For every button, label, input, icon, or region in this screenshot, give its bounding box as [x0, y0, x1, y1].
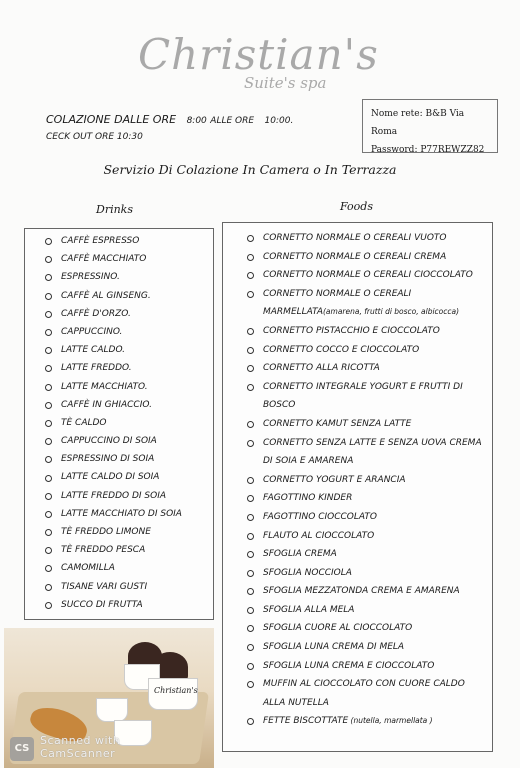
food-label: SFOGLIA CREMA [263, 549, 337, 560]
food-item [247, 322, 492, 341]
bullet-icon [247, 570, 254, 577]
food-label: CORNETTO ALLA RICOTTA [263, 363, 380, 374]
drinks-list-box [24, 228, 214, 620]
foods-heading: Foods [340, 200, 373, 213]
bullet-icon [247, 588, 254, 595]
food-note: (amarena, frutti di bosco, albicocca) [323, 307, 460, 317]
drink-item [45, 468, 213, 486]
drink-item [45, 559, 213, 577]
food-label: FETTE BISCOTTATE [263, 716, 349, 727]
drink-label: LATTE MACCHIATO DI SOIA [61, 508, 182, 519]
food-item [247, 712, 492, 731]
drink-label: CAFFÈ D'ORZO. [61, 308, 131, 319]
drink-item [45, 432, 213, 450]
cup-shape [96, 698, 128, 722]
drink-item [45, 378, 213, 396]
breakfast-label: COLAZIONE DALLE ORE [46, 113, 177, 126]
food-label: SFOGLIA LUNA CREMA DI MELA [263, 642, 405, 653]
wifi-network: Nome rete: B&B Via Roma [371, 109, 465, 137]
food-label: CORNETTO NORMALE O CEREALI VUOTO [263, 233, 447, 243]
drink-item [45, 541, 213, 559]
food-label: SFOGLIA LUNA CREMA E CIOCCOLATO [263, 660, 435, 671]
foods-list-box [222, 222, 493, 752]
bullet-icon [247, 421, 254, 428]
bullet-icon [45, 311, 52, 318]
drink-label: ESPRESSINO DI SOIA [61, 454, 155, 465]
drink-label: CAFFÈ IN GHIACCIO. [61, 399, 152, 410]
drink-item [45, 578, 213, 596]
checkout-time: CECK OUT ORE 10:30 [46, 132, 143, 142]
wifi-box [362, 99, 498, 153]
service-title: Servizio Di Colazione In Camera o In Terrazza [103, 162, 397, 177]
bullet-icon [247, 384, 254, 391]
drink-item [45, 450, 213, 468]
logo-script: Christian's [138, 30, 379, 79]
drink-label: TÈ FREDDO LIMONE [61, 527, 151, 537]
food-item [247, 415, 492, 434]
bullet-icon [45, 529, 52, 536]
food-item [247, 266, 492, 285]
bullet-icon [45, 420, 52, 427]
drink-label: LATTE FREDDO. [61, 363, 132, 374]
food-label: CORNETTO KAMUT SENZA LATTE [263, 418, 412, 429]
food-item [247, 285, 492, 322]
drink-item [45, 505, 213, 523]
camscanner-icon: CS [10, 737, 34, 761]
food-item [247, 582, 492, 601]
drink-label: LATTE MACCHIATO. [61, 381, 148, 392]
food-item [247, 378, 492, 415]
wifi-password: Password: P77REWZZ82 [371, 145, 485, 155]
drink-label: CAPPUCCINO DI SOIA [61, 436, 157, 447]
bullet-icon [247, 644, 254, 651]
bullet-icon [45, 565, 52, 572]
drink-item [45, 596, 213, 614]
foods-list [223, 223, 492, 731]
food-item [247, 619, 492, 638]
food-label: CORNETTO YOGURT E ARANCIA [263, 474, 406, 485]
bullet-icon [45, 602, 52, 609]
food-item [247, 471, 492, 490]
drink-item [45, 232, 213, 250]
drink-item [45, 487, 213, 505]
logo-subtitle: Suite's spa [244, 74, 327, 92]
bullet-icon [247, 514, 254, 521]
drink-label: CAFFÈ MACCHIATO [61, 254, 147, 265]
bullet-icon [45, 238, 52, 245]
drink-item [45, 414, 213, 432]
food-item [247, 638, 492, 657]
bullet-icon [45, 584, 52, 591]
bullet-icon [45, 456, 52, 463]
breakfast-until-label: ALLE ORE [210, 116, 255, 126]
food-item [247, 434, 492, 471]
drink-label: ESPRESSINO. [61, 272, 120, 283]
drink-label: CAMOMILLA [61, 563, 115, 574]
breakfast-from: 8:00 [186, 116, 207, 126]
breakfast-hours [46, 112, 293, 129]
food-item [247, 508, 492, 527]
food-label: CORNETTO COCCO E CIOCCOLATO [263, 344, 420, 355]
food-item [247, 489, 492, 508]
food-label: FAGOTTINO CIOCCOLATO [263, 511, 377, 522]
bullet-icon [247, 235, 254, 242]
food-item [247, 527, 492, 546]
bullet-icon [45, 493, 52, 500]
bullet-icon [247, 625, 254, 632]
drink-item [45, 341, 213, 359]
food-label: FAGOTTINO KINDER [263, 493, 353, 504]
bullet-icon [45, 511, 52, 518]
bullet-icon [247, 272, 254, 279]
bullet-icon [247, 663, 254, 670]
camscanner-watermark [4, 733, 164, 763]
drink-label: LATTE CALDO DI SOIA [61, 472, 160, 483]
bullet-icon [45, 384, 52, 391]
food-item [247, 545, 492, 564]
drink-item [45, 250, 213, 268]
bullet-icon [247, 365, 254, 372]
food-item [247, 601, 492, 620]
bullet-icon [45, 293, 52, 300]
drink-label: TÈ CALDO [61, 417, 107, 428]
drink-item [45, 305, 213, 323]
bullet-icon [247, 495, 254, 502]
bullet-icon [45, 329, 52, 336]
drink-item [45, 359, 213, 377]
food-item [247, 564, 492, 583]
bullet-icon [247, 328, 254, 335]
bullet-icon [247, 254, 254, 261]
drink-label: CAFFÈ AL GINSENG. [61, 290, 151, 301]
food-label: CORNETTO NORMALE O CEREALI CIOCCOLATO [263, 270, 473, 281]
food-label: MUFFIN AL CIOCCOLATO CON CUORE CALDO ALLA NUTELLA [263, 679, 465, 708]
food-label: SFOGLIA NOCCIOLA [263, 567, 352, 578]
food-label: CORNETTO SENZA LATTE E SENZA UOVA CREMA DI SOIA E AMARENA [263, 437, 482, 467]
drinks-heading: Drinks [96, 203, 133, 216]
brand-logo [138, 30, 379, 100]
bullet-icon [247, 477, 254, 484]
food-label: CORNETTO PISTACCHIO E CIOCCOLATO [263, 325, 440, 336]
food-item [247, 675, 492, 712]
drink-item [45, 323, 213, 341]
drink-item [45, 287, 213, 305]
bullet-icon [247, 681, 254, 688]
drinks-list [25, 229, 213, 614]
food-label: CORNETTO NORMALE O CEREALI MARMELLATA [263, 288, 412, 318]
drink-label: CAFFÈ ESPRESSO [61, 236, 140, 246]
food-item [247, 248, 492, 267]
food-item [247, 341, 492, 360]
watermark-line1: Scanned with [40, 734, 121, 747]
drink-item [45, 523, 213, 541]
food-label: SFOGLIA CUORE AL CIOCCOLATO [263, 623, 413, 634]
food-label: CORNETTO INTEGRALE YOGURT E FRUTTI DI BOSCO [263, 381, 463, 411]
bullet-icon [45, 256, 52, 263]
cup-logo: Christian's [154, 686, 198, 695]
schedule-info [46, 112, 293, 145]
drink-label: CAPPUCCINO. [61, 326, 123, 337]
bullet-icon [45, 347, 52, 354]
food-item [247, 359, 492, 378]
food-label: FLAUTO AL CIOCCOLATO [263, 530, 375, 541]
drink-label: LATTE FREDDO DI SOIA [61, 490, 167, 501]
food-item [247, 657, 492, 676]
drink-label: TISANE VARI GUSTI [61, 581, 148, 592]
bullet-icon [45, 365, 52, 372]
breakfast-to: 10:00. [264, 116, 294, 126]
bullet-icon [247, 533, 254, 540]
drink-item [45, 396, 213, 414]
drink-label: TÈ FREDDO PESCA [61, 545, 146, 556]
drink-item [45, 268, 213, 286]
bullet-icon [45, 547, 52, 554]
bullet-icon [247, 718, 254, 725]
bullet-icon [45, 475, 52, 482]
bullet-icon [247, 607, 254, 614]
bullet-icon [45, 402, 52, 409]
food-note: (nutella, marmellata ) [348, 716, 433, 726]
drink-label: SUCCO DI FRUTTA [61, 599, 143, 610]
food-item [247, 229, 492, 248]
bullet-icon [45, 274, 52, 281]
food-label: SFOGLIA MEZZATONDA CREMA E AMARENA [263, 586, 460, 597]
bullet-icon [45, 438, 52, 445]
food-label: CORNETTO NORMALE O CEREALI CREMA [263, 251, 447, 262]
bullet-icon [247, 291, 254, 298]
food-label: SFOGLIA ALLA MELA [263, 604, 355, 615]
bullet-icon [247, 551, 254, 558]
bullet-icon [247, 440, 254, 447]
bullet-icon [247, 347, 254, 354]
watermark-line2: CamScanner [40, 747, 116, 760]
drink-label: LATTE CALDO. [61, 345, 126, 356]
